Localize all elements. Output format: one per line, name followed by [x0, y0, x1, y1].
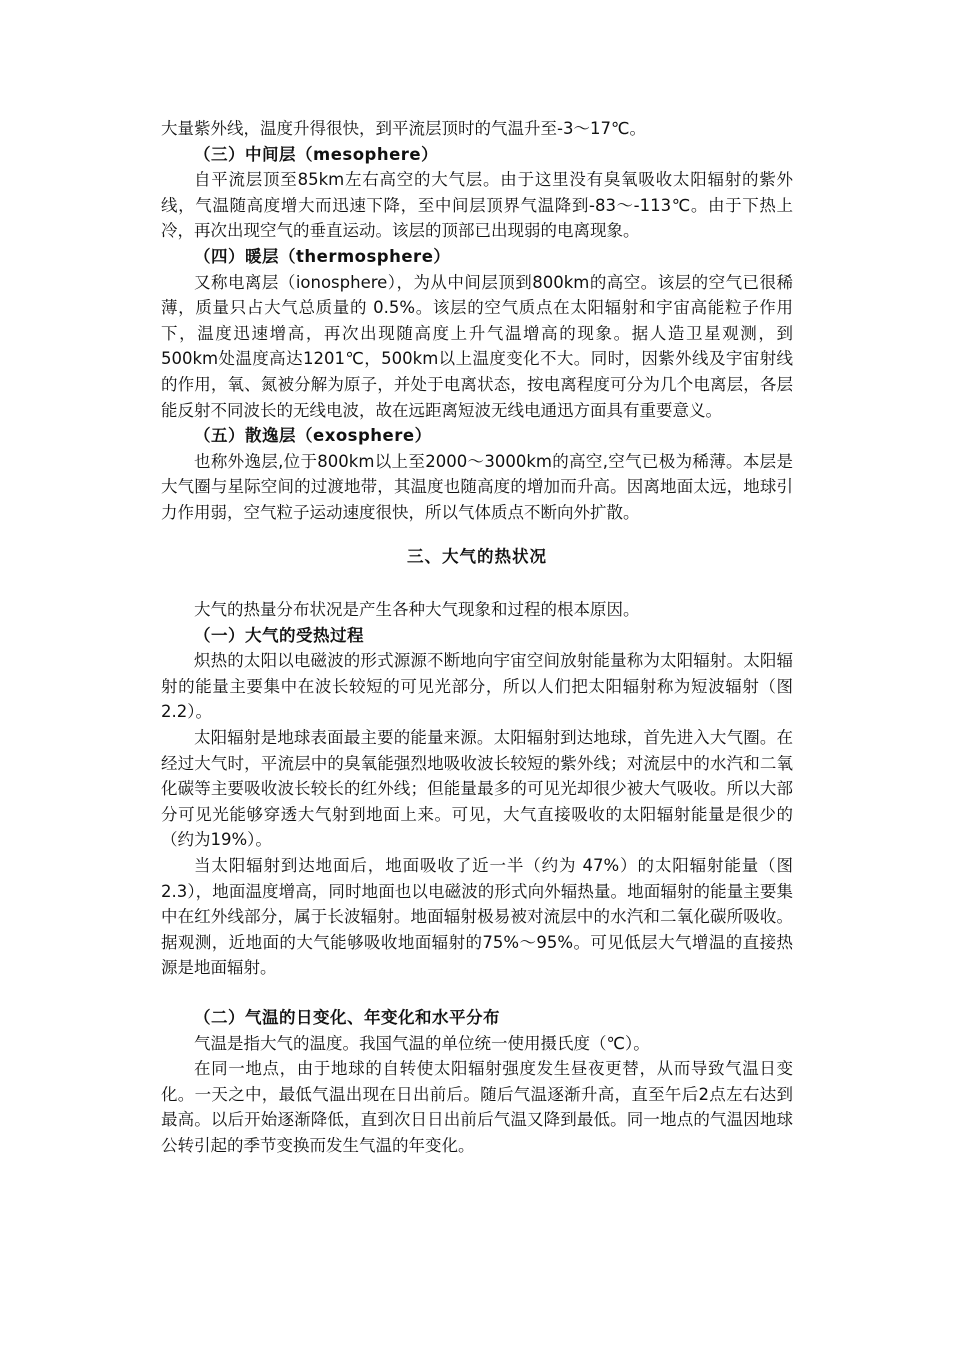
subheading-exosphere: （五）散逸层（exosphere）: [194, 426, 432, 446]
document-body: [161, 116, 793, 1159]
body-paragraph: 又称电离层（ionosphere），为从中间层顶到800km的高空。该层的空气已很稀薄，质量只占大气总质量的 0.5%。该层的空气质点在太阳辐射和宇宙高能粒子作用下，温度迅速增高，再次出现随高度上升气温增高的现象。据人造卫星观测，到500km处温度高达1201℃，500km以上温度变化不大。同时，因紫外线及宇宙射线的作用，氧、氮被分解为原子，并处于电离状态，按电离程度可分为几个电离层，各层能反射不同波长的无线电波，故在远距离短波无线电通迅方面具有重要意义。: [161, 272, 793, 420]
section-title: 三、大气的热状况: [407, 546, 547, 566]
body-paragraph: 炽热的太阳以电磁波的形式源源不断地向宇宙空间放射能量称为太阳辐射。太阳辐射的能量主要集中在波长较短的可见光部分，所以人们把太阳辐射称为短波辐射（图2.2）。: [161, 651, 793, 722]
subheading-temperature-variation: （二）气温的日变化、年变化和水平分布: [194, 1008, 500, 1027]
subheading-thermosphere: （四）暖层（thermosphere）: [194, 246, 451, 266]
body-paragraph: 在同一地点，由于地球的自转使太阳辐射强度发生昼夜更替，从而导致气温日变化。一天之中，最低气温出现在日出前后。随后气温逐渐升高，直至午后2点左右达到最高。以后开始逐渐降低，直到次日日出前后气温又降到最低。同一地点的气温因地球公转引起的季节变换而发生气温的年变化。: [161, 1059, 793, 1155]
body-paragraph: 当太阳辐射到达地面后，地面吸收了近一半（约为 47%）的太阳辐射能量（图 2.3），地面温度增高，同时地面也以电磁波的形式向外辐热量。地面辐射的能量主要集中在红外线部分，属于长波辐射。地面辐射极易被对流层中的水汽和二氧化碳所吸收。据观测，近地面的大气能够吸收地面辐射的75%～95%。可见低层大气增温的直接热源是地面辐射。: [161, 856, 793, 978]
body-paragraph: 太阳辐射是地球表面最主要的能量来源。太阳辐射到达地球，首先进入大气圈。在经过大气时，平流层中的臭氧能强烈地吸收波长较短的紫外线；对流层中的水汽和二氧化碳等主要吸收波长较长的红外线；但能量最多的可见光却很少被大气吸收。所以大部分可见光能够穿透大气射到地面上来。可见，大气直接吸收的太阳辐射能量是很少的（约为19%）。: [161, 728, 793, 850]
body-paragraph: 也称外逸层,位于800km以上至2000～3000km的高空,空气已极为稀薄。本层是大气圈与星际空间的过渡地带，其温度也随高度的增加而升高。因离地面太远，地球引力作用弱，空气粒子运动速度很快，所以气体质点不断向外扩散。: [161, 451, 793, 522]
subheading-mesosphere: （三）中间层（mesophere）: [194, 144, 439, 164]
subheading-heating-process: （一）大气的受热过程: [194, 625, 364, 645]
body-paragraph: 气温是指大气的温度。我国气温的单位统一使用摄氏度（℃）。: [194, 1033, 650, 1053]
body-paragraph: 大量紫外线，温度升得很快，到平流层顶时的气温升至-3～17℃。: [161, 119, 646, 138]
body-paragraph: 自平流层顶至85km左右高空的大气层。由于这里没有臭氧吸收太阳辐射的紫外线，气温随高度增大而迅速下降，至中间层顶界气温降到-83～-113℃。由于下热上冷，再次出现空气的垂直运动。该层的顶部已出现弱的电离现象。: [161, 170, 793, 241]
body-paragraph: 大气的热量分布状况是产生各种大气现象和过程的根本原因。: [194, 600, 640, 620]
